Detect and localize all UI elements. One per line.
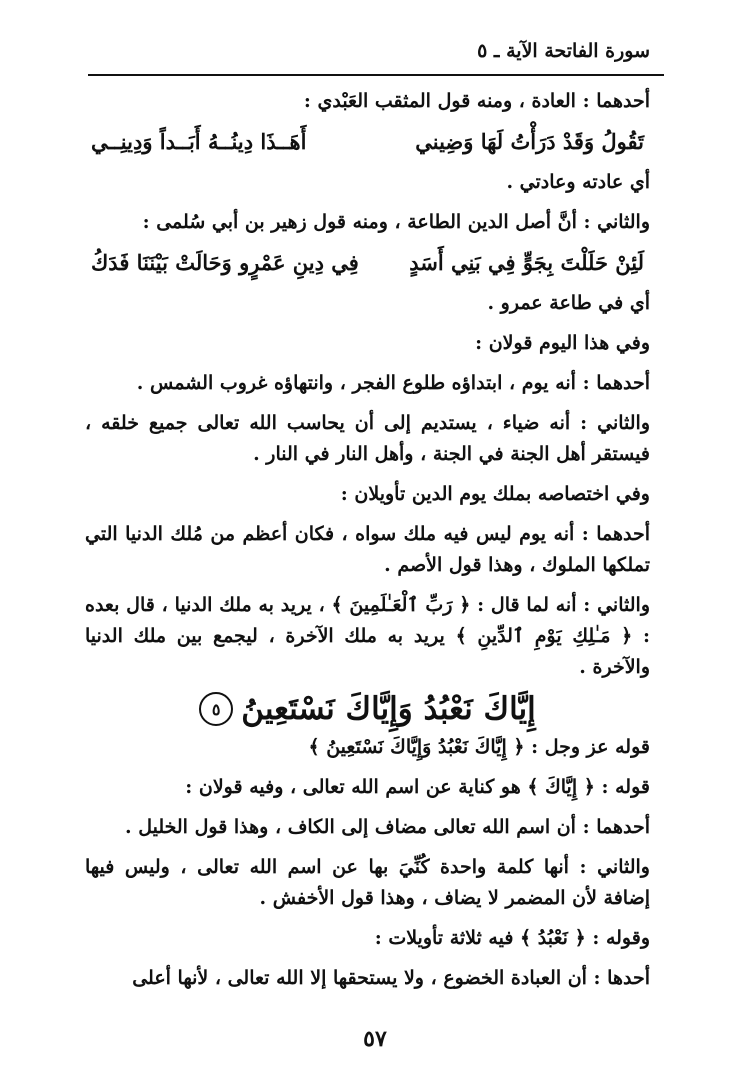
line-10: والثاني : أنه لما قال : ﴿ رَبِّ ٱلْعَـٰلَمِينَ ﴾ ، يريد به ملك الدنيا ، قال بعده : ﴿ مَـٰلِكِ يَوْمِ ٱلدِّينِ ﴾ يريد به ملك الآخرة ، ليجمع بين ملك الدنيا والآخرة . [85,594,650,678]
line-1: أحدهما : العادة ، ومنه قول المثقب العَبْدي : [303,90,650,112]
line-14: والثاني : أنها كلمة واحدة كُنِّيَ بها عن اسم الله تعالى ، وليس فيها إضافة لأن المضمر لا يضاف ، وهذا قول الأخفش . [85,856,650,909]
verse-2-second-hemistich: فِي دِينِ عَمْرٍو وَحَالَتْ بَيْنَنَا فَدَكُ [91,250,359,275]
verse-1-first-hemistich: تَقُولُ وَقَدْ دَرَأْتُ لَهَا وَضِيني [415,129,644,154]
verse-2-first-hemistich: لَئِنْ حَلَلْتَ بِجَوٍّ فِي بَنِي أَسَدٍ [409,250,644,275]
line-4: أي في طاعة عمرو . [487,292,650,314]
ayah-text: إِيَّاكَ نَعْبُدُ وَإِيَّاكَ نَسْتَعِينُ [241,690,536,727]
line-8: وفي اختصاصه بملك يوم الدين تأويلان : [340,483,650,505]
header-rule [88,74,664,76]
verse-2 [85,247,650,278]
ayah-heading [85,692,650,726]
verse-1 [85,126,650,157]
line-11: قوله عز وجل : ﴿ إِيَّاكَ نَعْبُدُ وَإِيَّاكَ نَسْتَعِينُ ﴾ [308,736,650,758]
line-6: أحدهما : أنه يوم ، ابتداؤه طلوع الفجر ، وانتهاؤه غروب الشمس . [136,372,650,394]
running-header [85,40,650,62]
line-3: والثاني : أنَّ أصل الدين الطاعة ، ومنه قول زهير بن أبي سُلمى : [142,211,650,233]
ayah-number-badge: ٥ [199,692,233,726]
line-12: قوله : ﴿ إِيَّاكَ ﴾ هو كناية عن اسم الله تعالى ، وفيه قولان : [185,776,650,798]
line-15: وقوله : ﴿ نَعْبُدُ ﴾ فيه ثلاثة تأويلات : [374,927,650,949]
line-9: أحدهما : أنه يوم ليس فيه ملك سواه ، فكان أعظم من مُلك الدنيا التي تملكها الملوك ، وهذا قول الأصم . [85,523,650,576]
line-13: أحدهما : أن اسم الله تعالى مضاف إلى الكاف ، وهذا قول الخليل . [124,816,650,838]
line-5: وفي هذا اليوم قولان : [475,332,650,354]
line-7: والثاني : أنه ضياء ، يستديم إلى أن يحاسب الله تعالى جميع خلقه ، فيستقر أهل الجنة في الجنة ، وأهل النار في النار . [85,412,650,465]
line-16: أحدها : أن العبادة الخضوع ، ولا يستحقها إلا الله تعالى ، لأنها أعلى [132,967,650,989]
line-2: أي عادته وعادتي . [506,171,650,193]
verse-1-second-hemistich: أَهَــذَا دِينُــهُ أَبَــداً وَدِينِــي [91,129,307,154]
body-text [85,86,650,1003]
page-number: ٥٧ [363,1026,387,1052]
header-title: سورة الفاتحة الآية ـ ٥ [477,40,650,62]
